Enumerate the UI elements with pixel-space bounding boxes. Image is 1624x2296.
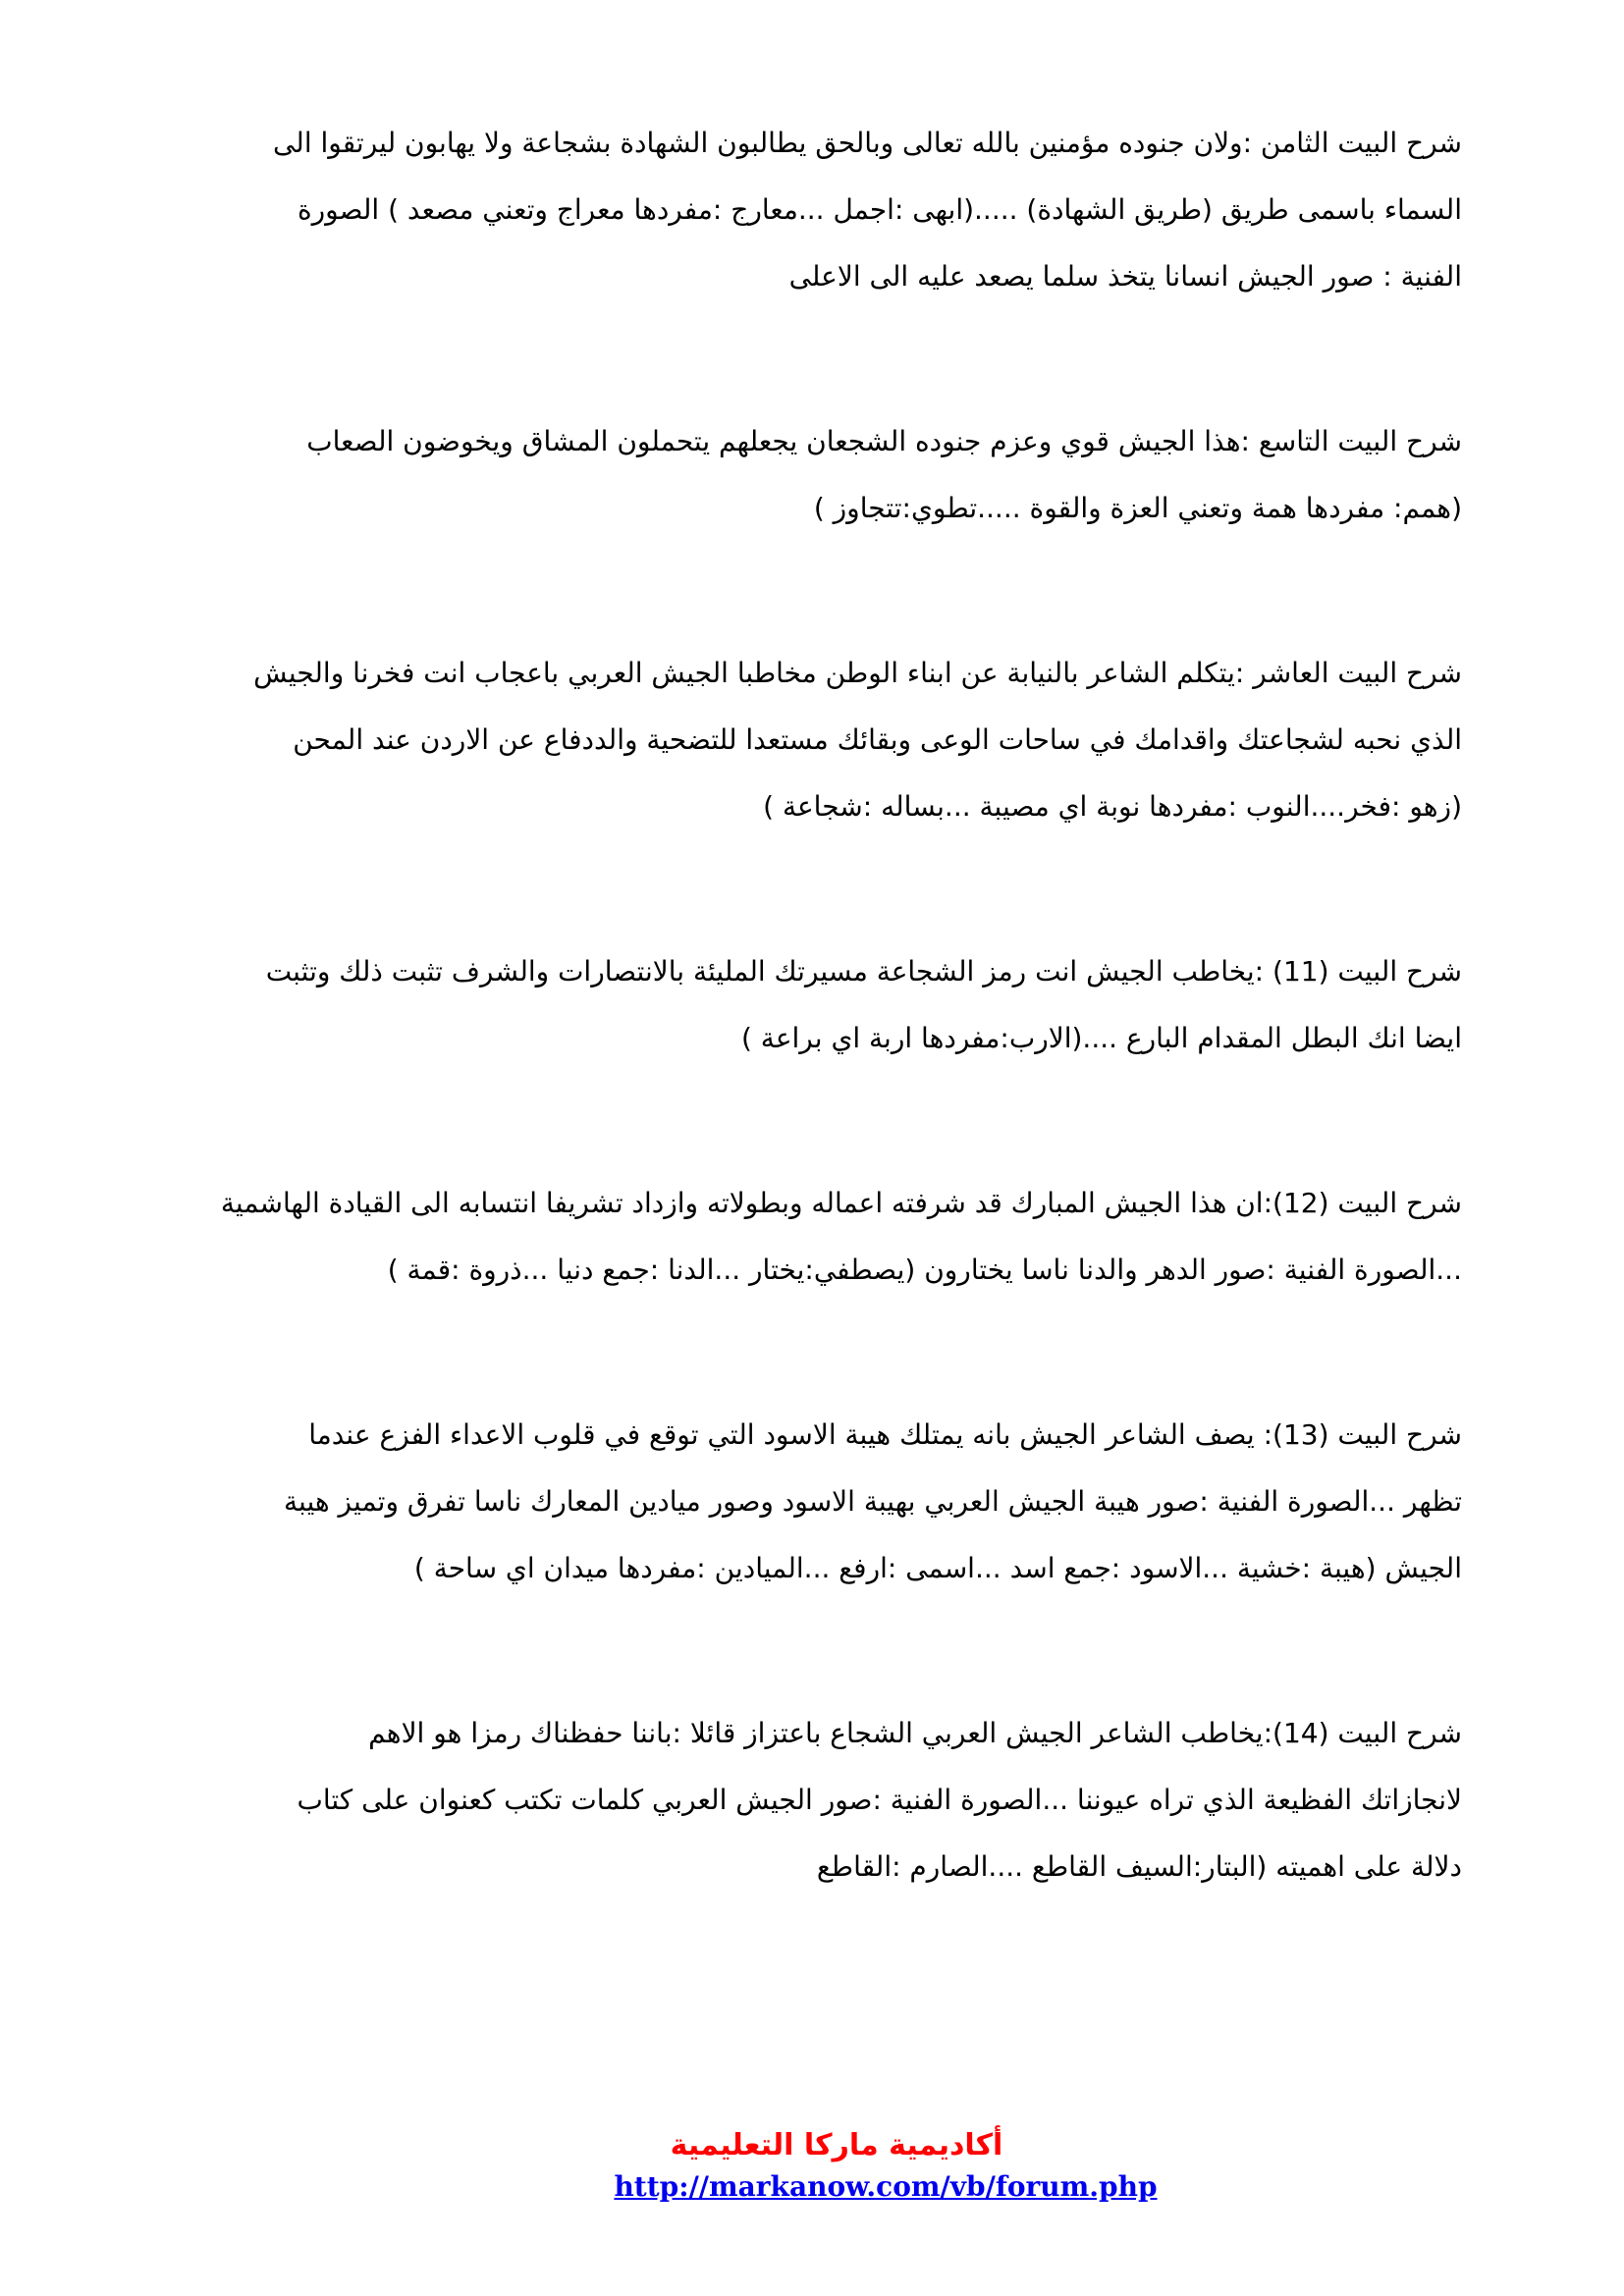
- text-line: شرح البيت التاسع :هذا الجيش قوي وعزم جنوده الشجعان يجعلهم يتحملون المشاق ويخوضون الصعاب: [306, 425, 1462, 457]
- text-line: الجيش (هيبة :خشية ...الاسود :جمع اسد ...اسمى :ارفع ...الميادين :مفردها ميدان اي ساحة ): [413, 1552, 1462, 1584]
- text-line: الذي نحبه لشجاعتك واقدامك في ساحات الوعى وبقائك مستعدا للتضحية والددفاع عن الاردن عند المحن: [293, 723, 1462, 756]
- text-line: لانجازاتك الفظيعة الذي تراه عيوننا ...الصورة الفنية :صور الجيش العربي كلمات تكتب كعنوان على كتاب: [297, 1784, 1462, 1816]
- text-line: شرح البيت (13): يصف الشاعر الجيش بانه يمتلك هيبة الاسود التي توقع في قلوب الاعداء الفزع عندما: [308, 1418, 1462, 1451]
- document-body: [156, 110, 1462, 1999]
- paragraph-verse-10: [156, 640, 1462, 840]
- paragraph-verse-8: [156, 110, 1462, 310]
- text-line: شرح البيت (12):ان هذا الجيش المبارك قد شرفته اعماله وبطولاته وازداد تشريفا انتسابه الى القيادة الهاشمية: [220, 1187, 1462, 1219]
- text-line: شرح البيت الثامن :ولان جنوده مؤمنين بالله تعالى وبالحق يطالبون الشهادة بشجاعة ولا يهابون ليرتقوا الى: [272, 127, 1462, 159]
- paragraph-verse-14: [156, 1700, 1462, 1900]
- text-line: شرح البيت العاشر :يتكلم الشاعر بالنيابة عن ابناء الوطن مخاطبا الجيش العربي باعجاب انت فخرنا والجيش: [253, 657, 1462, 689]
- text-line: ...الصورة الفنية :صور الدهر والدنا ناسا يختارون (يصطفي:يختار ...الدنا :جمع دنيا ...ذروة :قمة ): [387, 1254, 1462, 1286]
- text-line: تظهر ...الصورة الفنية :صور هيبة الجيش العربي بهيبة الاسود وصور ميادين المعارك ناسا تفرق وتميز هيبة: [283, 1485, 1462, 1518]
- text-line: السماء باسمى طريق (طريق الشهادة) .....(ابهى :اجمل ...معارج :مفردها معراج وتعني مصعد ) الصورة: [297, 193, 1462, 226]
- text-line: شرح البيت (11) :يخاطب الجيش انت رمز الشجاعة مسيرتك المليئة بالانتصارات والشرف تثبت ذلك وتثبت: [265, 955, 1462, 988]
- forum-link[interactable]: http://markanow.com/vb/forum.php: [614, 2170, 1158, 2203]
- paragraph-verse-11: [156, 938, 1462, 1072]
- text-line: شرح البيت (14):يخاطب الشاعر الجيش العربي الشجاع باعتزاز قائلا :باننا حفظناك رمزا هو الاهم: [368, 1717, 1462, 1749]
- page-footer: [0, 2124, 1624, 2207]
- paragraph-verse-9: [156, 408, 1462, 542]
- text-line: (همم: مفردها همة وتعني العزة والقوة .....تطوي:تتجاوز ): [813, 492, 1462, 524]
- academy-name: أكاديمية ماركا التعليمية: [670, 2128, 1003, 2163]
- text-line: دلالة على اهميته (البتار:السيف القاطع ....الصارم :القاطع: [816, 1850, 1462, 1883]
- text-line: ايضا انك البطل المقدام البارع ....(الارب:مفردها اربة اي براعة ): [740, 1022, 1462, 1054]
- text-line: الفنية : صور الجيش انسانا يتخذ سلما يصعد عليه الى الاعلى: [788, 260, 1462, 293]
- text-line: (زهو :فخر....النوب :مفردها نوبة اي مصيبة ...بساله :شجاعة ): [763, 790, 1462, 823]
- paragraph-verse-13: [156, 1402, 1462, 1602]
- paragraph-verse-12: [156, 1170, 1462, 1304]
